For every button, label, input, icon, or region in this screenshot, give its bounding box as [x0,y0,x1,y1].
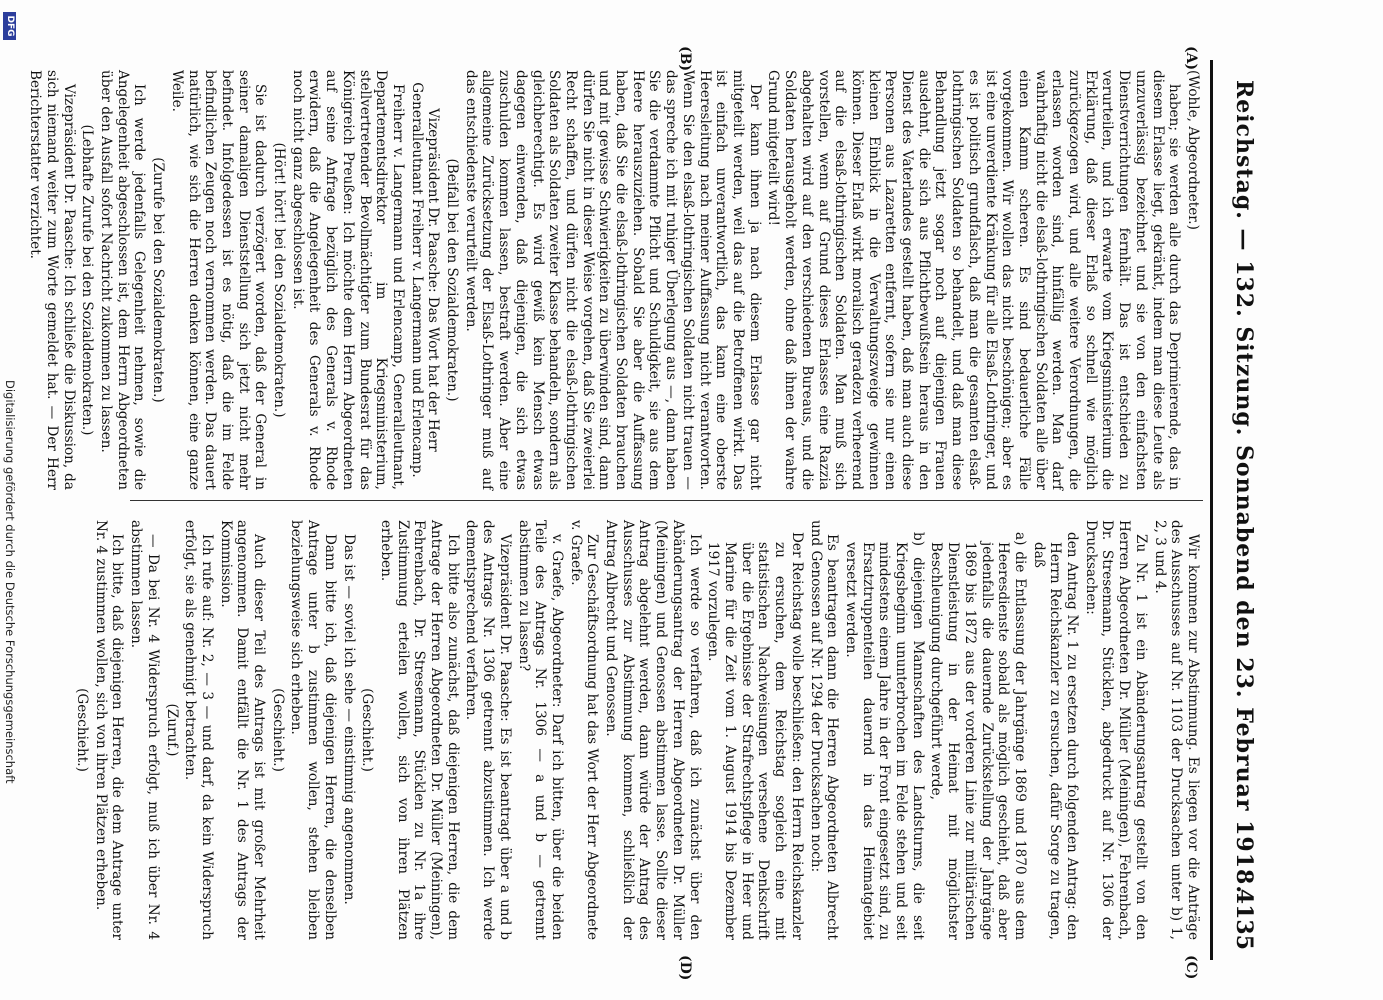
paragraph: Ich rufe auf: Nr. 2, — 3 — und darf, da kein Widerspruch erfolgt, sie als genehmigt betrachten. [182,520,215,940]
paragraph: Ich werde jedenfalls Gelegenheit nehmen, sowie die Angelegenheit abgeschlossen ist, dem Herrn Abgeordneten über den Ausfall sofort Nachricht zukommen zu lassen. [98,70,148,490]
paragraph: (Geschieht.) [359,688,376,772]
paragraph: haben; sie werden alle durch das Deprimierende, das in diesem Erlasse liegt, gekränkt, indem man diese Leute als unzuverlässig bezeichnet und sie von den einfachsten Dienstverrichtungen fernhält. Das ist entschieden zu verurteilen, und ich erwarte vom Kriegsministerium die Erklärung, daß dieser Erlaß so schnell wie möglich zurückgezogen wird, und alle weitere Verordnungen, die erlassen worden sind, hinfällig werden. Man darf wahrhaftig nicht die elsaß-lothringischen Soldaten alle über einen Kamm scheren. Es sind bedauerliche Fälle vorgekommen. Wir wollen das nicht beschönigen; aber es ist eine unverdiente Kränkung für alle Elsaß-Lothringer, und es ist politisch grundfalsch, daß man die gesamten elsaß-lothringischen Soldaten so behandelt, und daß man diese Behandlung jetzt sogar noch auf diejenigen Frauen ausdehnt, die sich aus Pflichtbewußtsein heraus in den Dienst des Vaterlandes gestellt haben, daß man auch diese Personen aus Lazaretten entfernt, sofern sie nur einen kleinen Einblick in die Verwaltungszweige gewinnen können. Dieser Erlaß wirkt moralisch geradezu verheerend auf die elsaß-lothringischen Soldaten. Man muß sich vorstellen, wenn auf Grund dieses Erlasses eine Razzia abgehalten wird auf den verschiedenen Bureaus, und die Soldaten herausgeholt werden, ohne daß ihnen der wahre Grund mitgeteilt wird! [765,70,1183,490]
header-title: Reichstag. — 132. Sitzung. Sonnabend den 23. Februar 1918. [1231,80,1257,894]
paragraph: Vizepräsident Dr. Paasche: Das Wort hat der Herr Generalleutnant Freiherr v. Langermann und Erlencamp. [408,82,442,478]
left-column [24,70,1201,490]
paragraph: (Zuruf.) [163,703,180,757]
paragraph: (Geschieht.) [269,688,286,772]
right-column [71,520,1201,940]
page-number: 4135 [1231,888,1257,950]
margin-letter-a: (A) [1183,46,1199,71]
dfg-logo: DFG [3,12,16,40]
paragraph: Der Reichstag wolle beschließen: den Herrn Reichskanzler zu ersuchen, dem Reichstag sogleich eine mit statistischen Nachweisungen versehene Denkschrift über die Ergebnisse der Strafrechtspflege in Heer und Marine für die Zeit vom 1. August 1914 bis Dezember 1917 vorzulegen. [705,532,805,940]
header-rule [1210,60,1213,960]
column-divider [130,500,1203,501]
paragraph: — Da bei Nr. 4 Widerspruch erfolgt, muß ich über Nr. 4 abstimmen lassen. [128,520,161,940]
paragraph: Sie ist dadurch verzögert worden, daß der General in seiner damaligen Dienststellung sich jetzt nicht mehr befindet. Infolgedessen ist es nötig, daß die im Felde befindlichen Zeugen noch vernommen werden. Das dauert natürlich, wie sich die Herren denken können, eine ganze Weile. [168,70,269,490]
footer [0,0,18,1000]
page-header [1221,60,1265,960]
paragraph: Dann bitte ich, daß diejenigen Herren, die denselben Antrage unter b zustimmen wollen, stehen bleiben beziehungsweise sich erheben. [288,520,338,940]
paragraph: Das ist — soviel ich sehe — einstimmig angenommen. [340,534,357,905]
paragraph: b) diejenigen Mannschaften des Landsturms, die seit Kriegsbeginn ununterbrochen im Felde stehen und seit mindestens einem Jahre in der Front eingesetzt sind, zu Ersatztruppenteilen dauernd in das Heimatgebiet versetzt werden. [842,532,926,940]
paragraph: Vizepräsident Dr. Paasche: Es ist beantragt über a und b des Antrags Nr. 1306 getrennt abzustimmen. Ich werde dementsprechend verfahren. [463,520,513,940]
paragraph: v. Graefe, Abgeordneter: Darf ich bitten, über die beiden Teile des Antrags Nr. 1306 — a und b — getrennt abstimmen zu lassen? [515,520,565,940]
paragraph: (Geschieht.) [74,688,90,772]
paragraph: Wir kommen zur Abstimmung. Es liegen vor die Anträge des Ausschusses auf Nr. 1103 der Drucksachen unter b) 1, 2, 3 und 4. [1151,520,1201,940]
paragraph: Der kann ihnen ja nach diesem Erlasse gar nicht mitgeteilt werden, weil das auf die Betroffenen wirkt. Das ist einfach unverantwortlich, das kann eine oberste Heeresleitung nach meiner Auffassung nicht verantworten. Wenn Sie den elsaß-lothringischen Soldaten nicht trauen — das spreche ich mit ruhiger Überlegung aus —, dann haben Sie die verdammte Pflicht und Schuldigkeit, sie aus dem Heere herauszuziehen. Sobald Sie aber die Auffassung haben, daß Sie die elsaß-lothringischen Soldaten brauchen und mit gewisse Schwierigkeiten zu überwinden sind, dann dürfen Sie nicht in dieser Weise vorgehen, daß Sie zweierlei Recht schaffen, und dürfen nicht die elsaß-lothringischen Soldaten als Soldaten zweiter Klasse behandeln, sondern als gleichberechtigt. Es wird gewiß kein Mensch etwas dagegen einwenden, daß diejenigen, die sich etwas zuschulden kommen lassen, bestraft werden. Aber eine allgemeine Zurücksetzung der Elsaß-Lothringer muß auf das entschiedenste verurteilt werden. [462,70,763,490]
paragraph: Es beantragen dann die Herren Abgeordneten Albrecht und Genossen auf Nr. 1294 der Drucksachen noch: [807,520,841,940]
paragraph: (Lebhafte Zurufe bei den Sozialdemokraten.) [79,124,96,436]
paragraph: (Zurufe bei den Sozialdemokraten.) [150,157,167,403]
margin-letter-c: (C) [1183,955,1199,980]
paragraph: Vizepräsident Dr. Paasche: Ich schließe die Diskussion, da sich niemand weiter zum Worte gemeldet hat. — Der Herr Berichterstatter verzichtet. [27,70,77,490]
paragraph: Freiherr v. Langermann und Erlencamp, Generalleutnant, Departementsdirektor im Kriegsministerium, stellvertretender Bevollmächtigter zum Bundesrat für das Königreich Preußen: Ich möchte dem Herrn Abgeordneten auf seine Anfrage bezüglich des Generals v. Rhode erwidern, daß die Angelegenheit des Generals v. Rhode noch nicht ganz abgeschlossen ist. [289,70,406,490]
paragraph: Ich bitte, daß diejenigen Herren, die dem Antrage unter Nr. 4 zustimmen wollen, sich von ihren Plätzen erheben. [92,520,126,940]
paragraph: Zu Nr. 1 ist ein Abänderungsantrag gestellt von den Herren Abgeordneten Dr. Müller (Meiningen), Fehrenbach, Dr. Stresemann, Stücklen, abgedruckt auf Nr. 1306 der Drucksachen: [1082,520,1149,940]
paragraph: Zur Geschäftsordnung hat das Wort der Herr Abgeordnete v. Graefe. [567,520,601,940]
paragraph: Ich bitte also zunächst, daß diejenigen Herren, die dem Antrage der Herren Abgeordneten Dr. Müller (Meiningen), Fehrenbach, Dr. Stresemann, Stücklen zu Nr. 1a ihre Zustimmung erteilen wollen, sich von ihren Plätzen erheben. [377,520,461,940]
paragraph: (Wohle, Abgeordneter.) [1185,70,1201,230]
margin-letter-d: (D) [677,955,693,981]
paragraph: (Hört! hört! bei den Sozialdemokraten.) [271,142,288,418]
paragraph: Ich werde so verfahren, daß ich zunächst über den Abänderungsantrag der Herren Abgeordneten Dr. Müller (Meiningen) und Genossen abstimmen lasse. Sollte dieser Antrag abgelehnt werden, dann würde der Antrag des Ausschusses zur Abstimmung kommen, schließlich der Antrag Albrecht und Genossen. [603,520,703,940]
paragraph: den Antrag Nr. 1 zu ersetzen durch folgenden Antrag: den Herrn Reichskanzler zu ersuchen, dafür Sorge zu tragen, daß [1030,532,1081,940]
paragraph: (Beifall bei den Sozialdemokraten.) [444,158,461,402]
paragraph: a) die Entlassung der Jahrgänge 1869 und 1870 aus dem Heeresdienste sobald als möglich geschieht, daß aber jedenfalls die dauernde Zurückstellung der Jahrgänge 1869 bis 1872 aus der vorderen Linie zur militärischen Dienstleistung in der Heimat mit möglichster Beschleunigung durchgeführt werde, [928,532,1028,940]
margin-letter-b: (B) [677,46,693,72]
footer-text: Digitalisierung gefördert durch die Deutsche Forschungsgemeinschaft [3,380,17,784]
paragraph: Auch dieser Teil des Antrags ist mit großer Mehrheit angenommen. Damit entfällt die Nr. 1 des Antrags der Kommission. [217,520,268,940]
